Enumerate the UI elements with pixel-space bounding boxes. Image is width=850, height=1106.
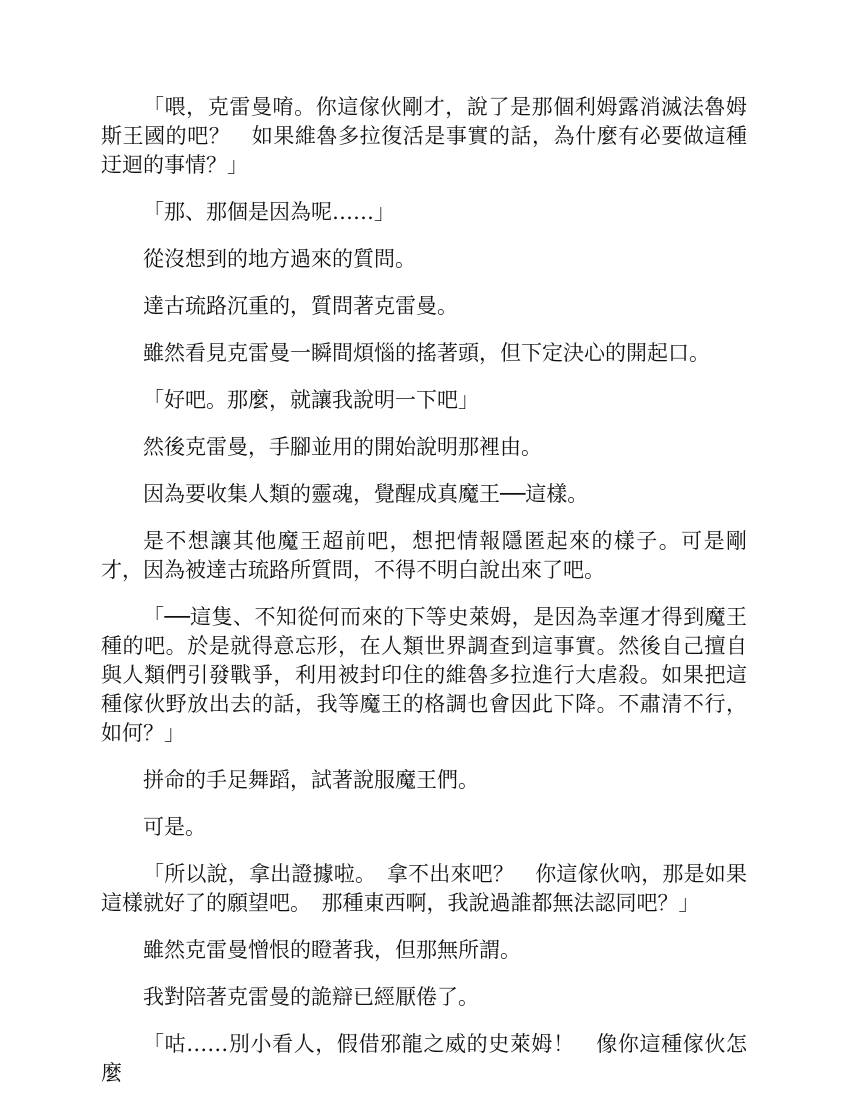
paragraph: 「那、那個是因為呢……」 [143,200,395,224]
paragraph: 雖然克雷曼憎恨的瞪著我，但那無所謂。 [143,938,521,962]
document-page [101,93,747,1106]
paragraph: 達古琉路沉重的，質問著克雷曼。 [143,294,458,318]
paragraph: 「所以說，拿出證據啦。 拿不出來吧？ 你這傢伙吶，那是如果這樣就好了的願望吧。 那種東西啊，我說過誰都無法認同吧？」 [101,862,747,915]
paragraph: 因為要收集人類的靈魂，覺醒成真魔王──這樣。 [143,482,589,506]
paragraph: 「──這隻、不知從何而來的下等史萊姆，是因為幸運才得到魔王種的吧。於是就得意忘形，在人類世界調查到這事實。然後自己擅自與人類們引發戰爭，利用被封印住的維魯多拉進行大虐殺。如果把這種傢伙野放出去的話，我等魔王的格調也會因此下降。不肅清不行，如何？」 [101,605,747,745]
paragraph: 然後克雷曼，手腳並用的開始說明那裡由。 [143,435,542,459]
paragraph: 雖然看見克雷曼一瞬間煩惱的搖著頭，但下定決心的開起口。 [143,341,710,365]
paragraph: 「好吧。那麼，就讓我說明一下吧」 [143,388,479,412]
paragraph: 是不想讓其他魔王超前吧，想把情報隱匿起來的樣子。可是剛才，因為被達古琉路所質問，不得不明白說出來了吧。 [101,529,747,582]
paragraph: 我對陪著克雷曼的詭辯已經厭倦了。 [143,985,479,1009]
paragraph: 從沒想到的地方過來的質問。 [143,247,416,271]
paragraph: 拼命的手足舞蹈，試著說服魔王們。 [143,768,479,792]
paragraph: 可是。 [143,815,206,839]
paragraph: 「咕……別小看人，假借邪龍之威的史萊姆！ 像你這種傢伙怎麼 [101,1032,747,1085]
paragraph: 「喂，克雷曼唷。你這傢伙剛才，說了是那個利姆露消滅法魯姆斯王國的吧？ 如果維魯多拉復活是事實的話，為什麼有必要做這種迂迴的事情？」 [101,95,747,177]
